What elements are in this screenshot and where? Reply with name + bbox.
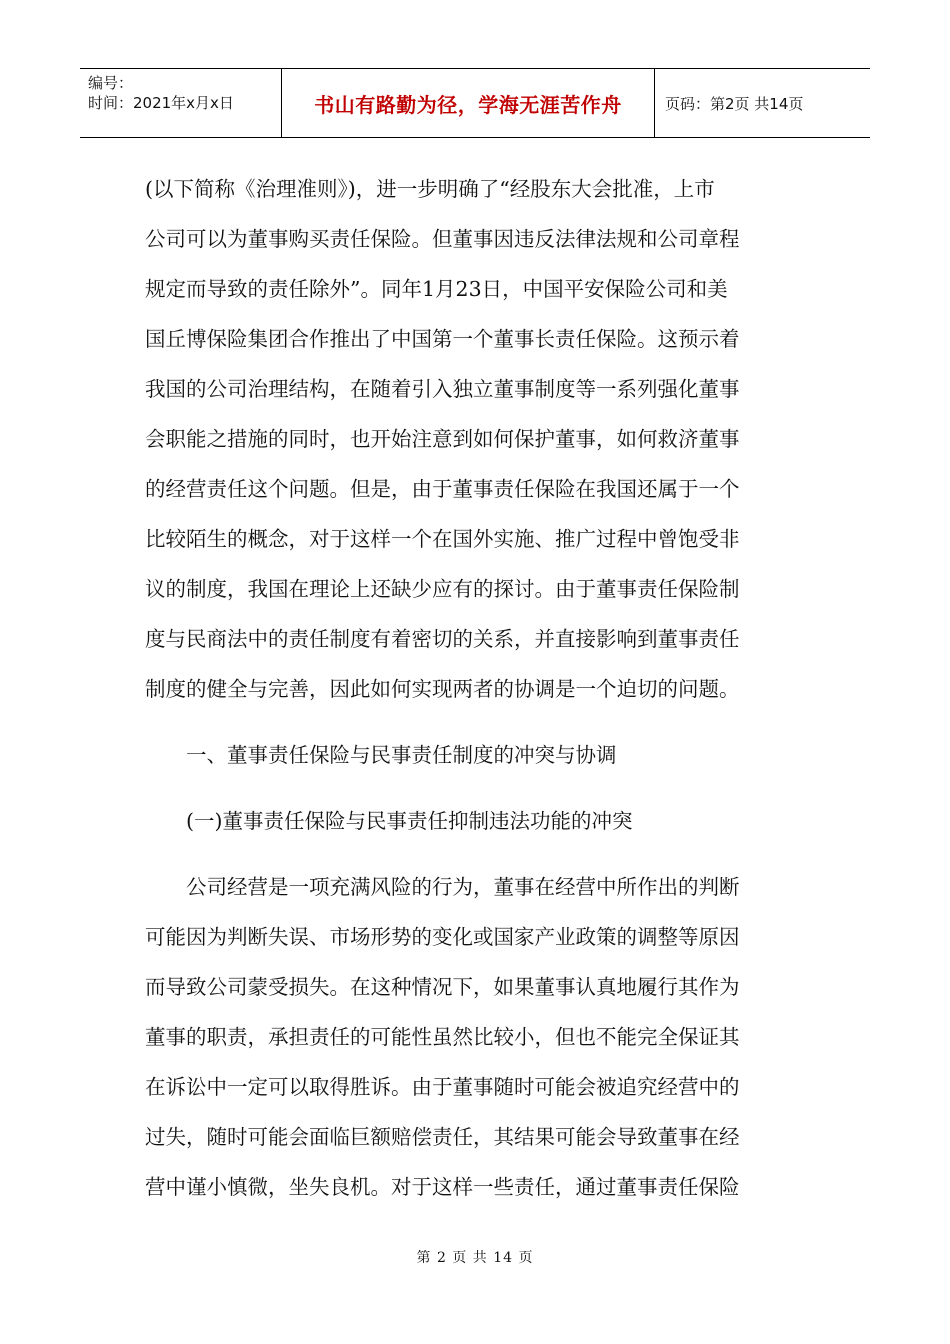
paragraph-1 [145, 164, 795, 714]
text-line: 的经营责任这个问题。但是，由于董事责任保险在我国还属于一个 [145, 477, 740, 501]
time-label: 时间：2021年x月x日 [88, 94, 234, 112]
text-line: 过失，随时可能会面临巨额赔偿责任，其结果可能会导致董事在经 [145, 1125, 740, 1149]
spacer [145, 780, 795, 796]
text-line: 而导致公司蒙受损失。在这种情况下，如果董事认真地履行其作为 [145, 975, 740, 999]
serial-label: 编号： [88, 74, 134, 92]
header-meta [80, 69, 282, 137]
spacer [145, 714, 795, 730]
text-line: 度与民商法中的责任制度有着密切的关系，并直接影响到董事责任 [145, 627, 740, 651]
text-line: 比较陌生的概念，对于这样一个在国外实施、推广过程中曾饱受非 [145, 527, 740, 551]
text-line: 我国的公司治理结构，在随着引入独立董事制度等一系列强化董事 [145, 377, 740, 401]
text-line: 董事的职责，承担责任的可能性虽然比较小，但也不能完全保证其 [145, 1025, 740, 1049]
page-footer: 第 2 页 共 14 页 [416, 1250, 534, 1266]
text-line: (以下简称《治理准则》)，进一步明确了“经股东大会批准，上市 [145, 177, 715, 201]
text-line: 规定而导致的责任除外”。同年1月23日，中国平安保险公司和美 [145, 277, 728, 301]
header-page-info: 页码：第2页 共14页 [665, 94, 804, 113]
text-line: 制度的健全与完善，因此如何实现两者的协调是一个迫切的问题。 [145, 677, 740, 701]
header-motto: 书山有路勤为径，学海无涯苦作舟 [282, 69, 655, 137]
spacer [145, 846, 795, 862]
text-line: 公司经营是一项充满风险的行为，董事在经营中所作出的判断 [145, 875, 740, 899]
paragraph-2 [145, 862, 795, 1212]
section-heading: 一、董事责任保险与民事责任制度的冲突与协调 [145, 743, 617, 767]
text-line: 营中谨小慎微，坐失良机。对于这样一些责任，通过董事责任保险 [145, 1175, 740, 1199]
subsection-heading: (一)董事责任保险与民事责任抑制违法功能的冲突 [145, 809, 633, 833]
text-line: 可能因为判断失误、市场形势的变化或国家产业政策的调整等原因 [145, 925, 740, 949]
page-header [80, 68, 870, 138]
text-line: 会职能之措施的同时，也开始注意到如何保护董事，如何救济董事 [145, 427, 740, 451]
text-line: 议的制度，我国在理论上还缺少应有的探讨。由于董事责任保险制 [145, 577, 740, 601]
text-line: 公司可以为董事购买责任保险。但董事因违反法律法规和公司章程 [145, 227, 740, 251]
text-line: 国丘博保险集团合作推出了中国第一个董事长责任保险。这预示着 [145, 327, 740, 351]
document-body [145, 164, 795, 1212]
text-line: 在诉讼中一定可以取得胜诉。由于董事随时可能会被追究经营中的 [145, 1075, 740, 1099]
